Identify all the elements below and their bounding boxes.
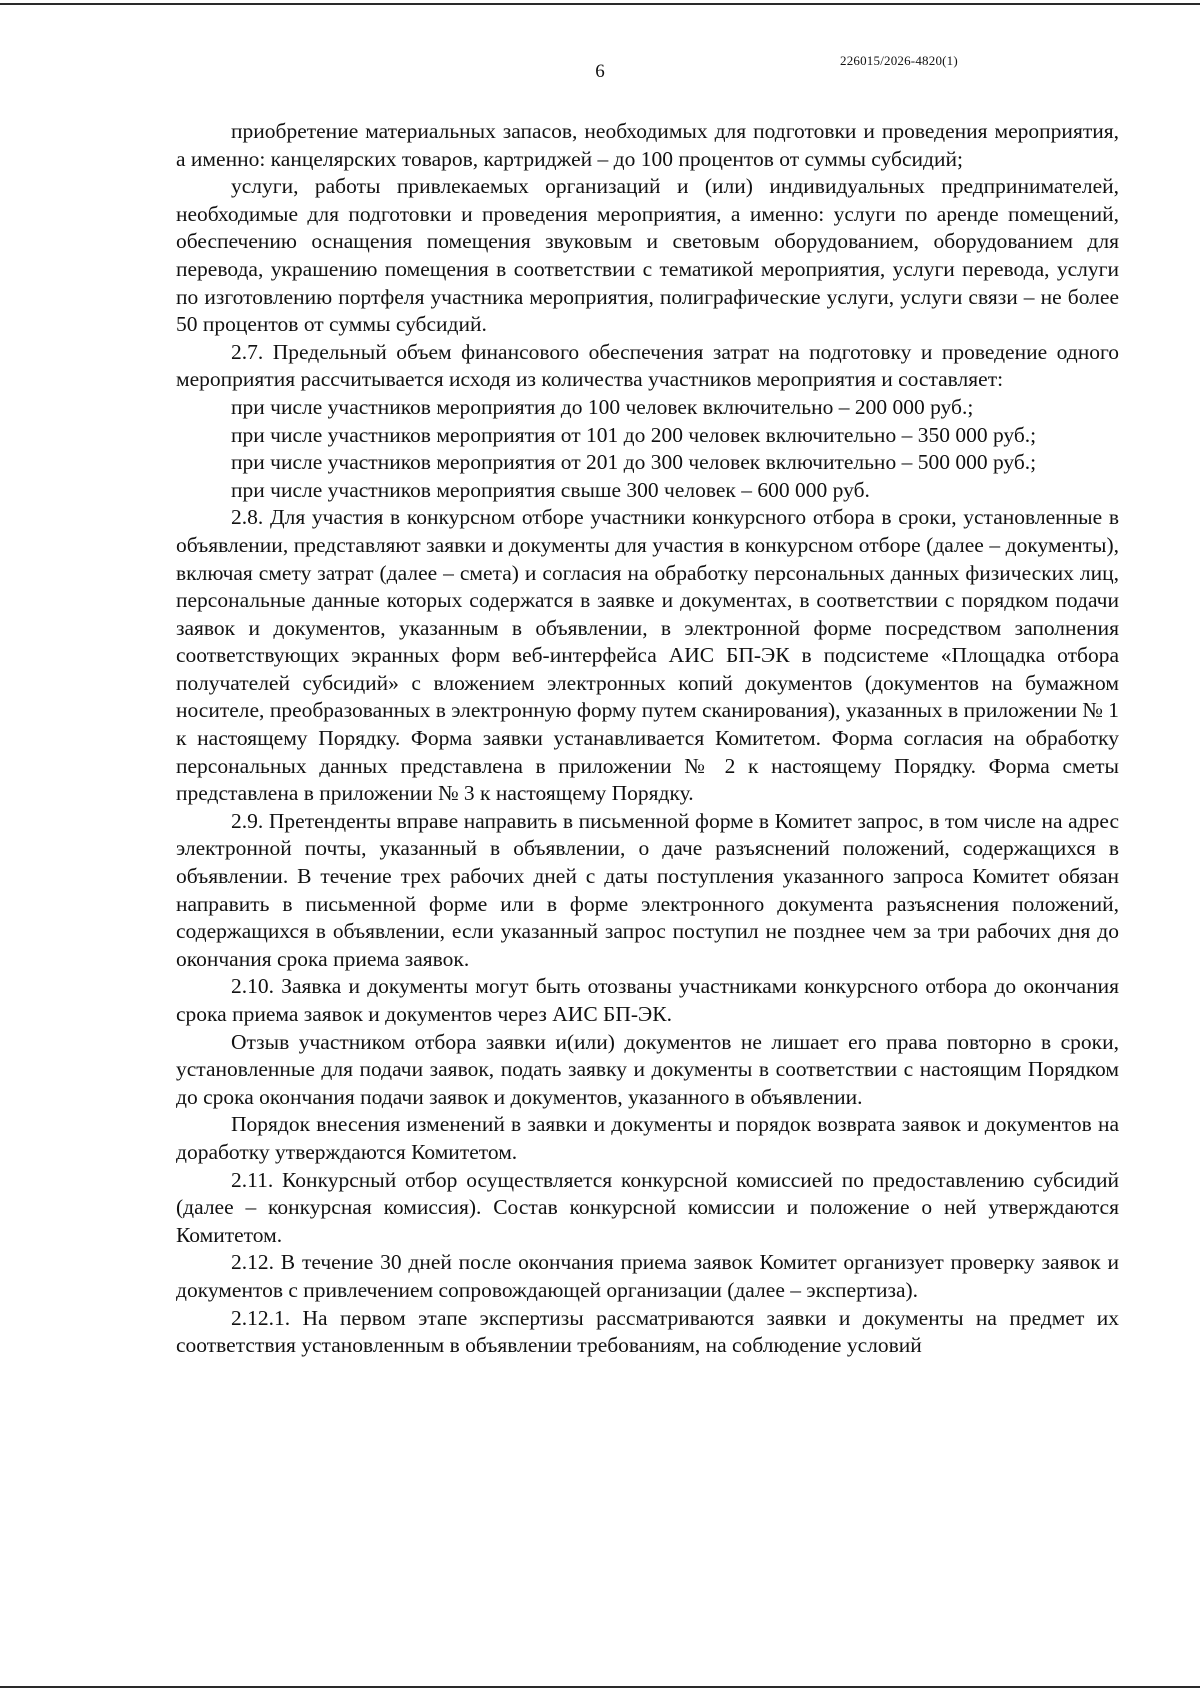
scan-edge-top <box>0 3 1200 5</box>
paragraph-2-8: 2.8. Для участия в конкурсном отборе участники конкурсного отбора в сроки, установленные в объявлении, представляют заявки и документы для участия в конкурсном отборе (далее – документы), включая смету затрат (далее – смета) и согласия на обработку персональных данных физических лиц, персональные данные которых содержатся в заявке и документах, в соответствии с порядком подачи заявок и документов, указанным в объявлении, в электронной форме посредством заполнения соответствующих экранных форм веб-интерфейса АИС БП-ЭК в подсистеме «Площадка отбора получателей субсидий» с вложением электронных копий документов (документов на бумажном носителе, преобразованных в электронную форму путем сканирования), указанных в приложении № 1 к настоящему Порядку. Форма заявки устанавливается Комитетом. Форма согласия на обработку персональных данных представлена в приложении № 2 к настоящему Порядку. Форма сметы представлена в приложении № 3 к настоящему Порядку. <box>176 505 1119 806</box>
page-number: 6 <box>595 61 605 82</box>
paragraph-2-7: 2.7. Предельный объем финансового обеспечения затрат на подготовку и проведение одного мероприятия рассчитывается исходя из количества участников мероприятия и составляет: <box>176 339 1119 392</box>
paragraph-2-12-1: 2.12.1. На первом этапе экспертизы рассматриваются заявки и документы на предмет их соответствия установленным в объявлении требованиям, на соблюдение условий <box>176 1305 1119 1358</box>
limit-201-300: при числе участников мероприятия от 201 до 300 человек включительно – 500 000 руб.; <box>231 450 1037 475</box>
paragraph-materials: приобретение материальных запасов, необходимых для подготовки и проведения мероприятия, а именно: канцелярских товаров, картриджей – до 100 процентов от суммы субсидий; <box>176 119 1119 171</box>
paragraph-2-10: 2.10. Заявка и документы могут быть отозваны участниками конкурсного отбора до окончания срока приема заявок и документов через АИС БП-ЭК. <box>176 974 1119 1026</box>
limit-over-300: при числе участников мероприятия свыше 300 человек – 600 000 руб. <box>231 477 870 502</box>
paragraph-amendment-order: Порядок внесения изменений в заявки и документы и порядок возврата заявок и документов на доработку утверждаются Комитетом. <box>176 1112 1119 1164</box>
scan-edge-bottom <box>0 1686 1200 1688</box>
paragraph-services: услуги, работы привлекаемых организаций и (или) индивидуальных предпринимателей, необходимые для подготовки и проведения мероприятия, а именно: услуги по аренде помещений, обеспечению оснащения помещения звуковым и световым оборудованием, оборудованием для перевода, украшению помещения в соответствии с тематикой мероприятия, услуги перевода, услуги по изготовлению портфеля участника мероприятия, полиграфические услуги, услуги связи – не более 50 процентов от суммы субсидий. <box>176 174 1119 337</box>
paragraph-2-12: 2.12. В течение 30 дней после окончания приема заявок Комитет организует проверку заявок и документов с привлечением сопровождающей организации (далее – экспертиза). <box>176 1250 1119 1302</box>
limit-up-to-100: при числе участников мероприятия до 100 человек включительно – 200 000 руб.; <box>231 394 974 419</box>
document-body <box>176 118 1119 1360</box>
paragraph-withdrawal: Отзыв участником отбора заявки и(или) документов не лишает его права повторно в сроки, установленные для подачи заявок, подать заявку и документы в соответствии с настоящим Порядком до срока окончания подачи заявок и документов, указанного в объявлении. <box>176 1029 1119 1109</box>
paragraph-2-11: 2.11. Конкурсный отбор осуществляется конкурсной комиссией по предоставлению субсидий (далее – конкурсная комиссия). Состав конкурсной комиссии и положение о ней утверждаются Комитетом. <box>176 1167 1119 1247</box>
limit-101-200: при числе участников мероприятия от 101 до 200 человек включительно – 350 000 руб.; <box>231 422 1037 447</box>
document-id: 226015/2026-4820(1) <box>840 53 958 68</box>
paragraph-2-9: 2.9. Претенденты вправе направить в письменной форме в Комитет запрос, в том числе на адрес электронной почты, указанный в объявлении, о даче разъяснений положений, содержащихся в объявлении. В течение трех рабочих дней с даты поступления указанного запроса Комитет обязан направить в письменной форме или в форме электронного документа разъяснения положений, содержащихся в объявлении, если указанный запрос поступил не позднее чем за три рабочих дня до окончания срока приема заявок. <box>176 808 1119 971</box>
